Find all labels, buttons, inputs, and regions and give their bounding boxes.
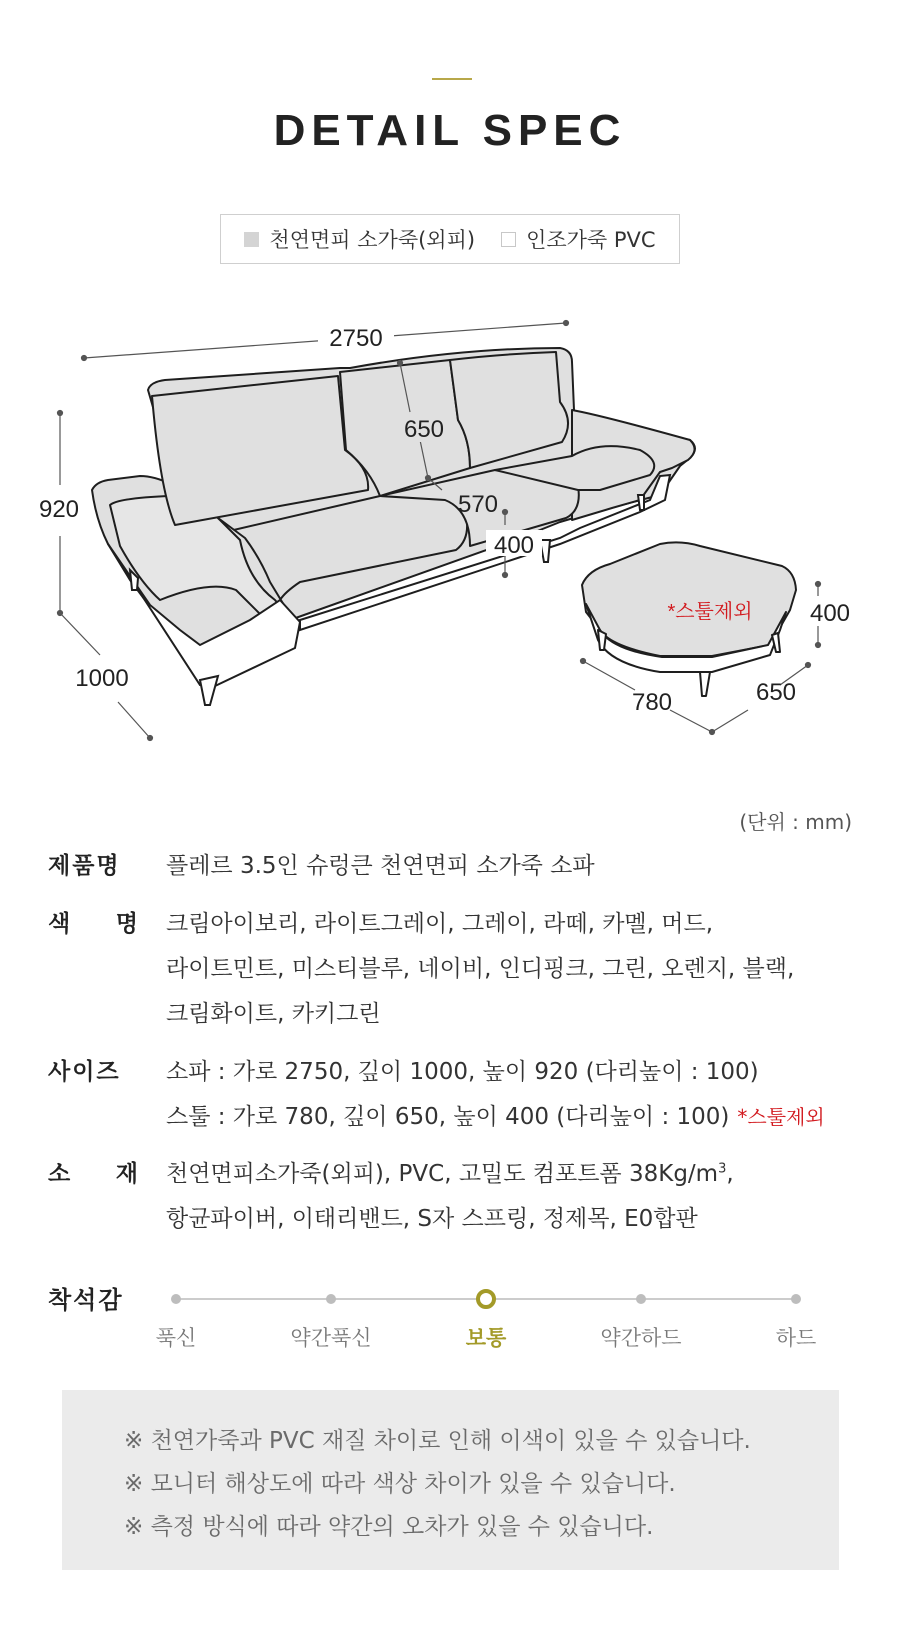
spec-label-char: 소 [48,1161,71,1187]
notice-line: ※ 모니터 해상도에 따라 색상 차이가 있을 수 있습니다. [124,1471,676,1497]
superscript: 3 [718,1161,727,1177]
legend-item-pvc [501,224,656,254]
spec-line: 크림화이트, 카키그린 [166,1001,381,1027]
spec-label-char: 명 [115,911,138,937]
comfort-dot [636,1294,646,1304]
legend-item-leather [244,224,475,254]
comfort-label: 착석감 [48,1286,124,1314]
sofa-height-label: 920 [38,496,80,523]
comfort-level-label: 약간하드 [600,1326,682,1350]
comfort-level-label: 보통 [465,1326,507,1350]
sofa-dimension-diagram [0,300,900,770]
comfort-level-label: 약간푹신 [290,1326,372,1350]
spec-row-material [48,1152,858,1242]
stool-width-label: 780 [631,689,673,716]
spec-line: 크림아이보리, 라이트그레이, 그레이, 라떼, 카멜, 머드, [166,911,713,937]
spec-label [48,1152,138,1197]
stool-excluded-note: *스툴제외 [737,1105,825,1129]
seat-height-label: 400 [493,532,535,559]
notice-line: ※ 천연가죽과 PVC 재질 차이로 인해 이색이 있을 수 있습니다. [124,1428,751,1454]
stool-note-label: *스툴제외 [667,601,753,623]
spec-value [166,1050,846,1140]
spec-value [166,902,846,1037]
page-title: DETAIL SPEC [273,106,627,155]
stool-size-text: 스툴 : 가로 780, 깊이 650, 높이 400 (다리높이 : 100) [166,1104,730,1130]
spec-line: 라이트민트, 미스티블루, 네이비, 인디핑크, 그린, 오렌지, 블랙, [166,956,795,982]
comfort-dot [171,1294,181,1304]
notice-box [62,1390,839,1570]
comfort-level-label: 하드 [775,1326,817,1350]
comfort-dot [326,1294,336,1304]
spec-line: 항균파이버, 이태리밴드, S자 스프링, 정제목, E0합판 [166,1206,698,1232]
empty-square-icon [501,232,516,247]
material-legend [220,214,680,264]
legend-label: 천연면피 소가죽(외피) [269,228,476,252]
spec-line: 소파 : 가로 2750, 깊이 1000, 높이 920 (다리높이 : 100) [166,1059,759,1085]
spec-row-size [48,1050,858,1140]
spec-value [166,844,846,889]
title-accent-line [432,78,472,80]
comfort-dot-selected [476,1289,496,1309]
notice-line: ※ 측정 방식에 따라 약간의 오차가 있을 수 있습니다. [124,1514,654,1540]
unit-note: (단위 : mm) [739,810,852,834]
spec-line: 플레르 3.5인 슈렁큰 천연면피 소가죽 소파 [166,853,595,879]
sofa-depth-label: 1000 [75,665,129,692]
material-text: 천연면피소가죽(외피), PVC, 고밀도 컴포트폼 38Kg/m [166,1161,719,1187]
comfort-dot [791,1294,801,1304]
spec-row-color [48,902,858,1037]
spec-value [166,1152,846,1242]
spec-label-char: 재 [115,1161,138,1187]
spec-row-product-name [48,844,858,889]
legend-label: 인조가죽 PVC [526,228,656,252]
material-text-end: , [726,1161,734,1187]
seat-depth-label: 570 [457,491,499,518]
filled-square-icon [244,232,259,247]
spec-label [48,902,138,947]
seating-comfort-scale [48,1280,868,1360]
spec-line [166,1095,846,1140]
spec-label-char: 색 [48,911,71,937]
spec-line [166,1152,846,1197]
back-height-label: 650 [403,416,445,443]
stool-height-label: 400 [809,600,851,627]
comfort-level-label: 푹신 [155,1326,197,1350]
stool-depth-label: 650 [755,679,797,706]
sofa-width-label: 2750 [329,325,383,352]
spec-label: 제품명 [48,853,121,879]
spec-label: 사이즈 [48,1059,121,1085]
